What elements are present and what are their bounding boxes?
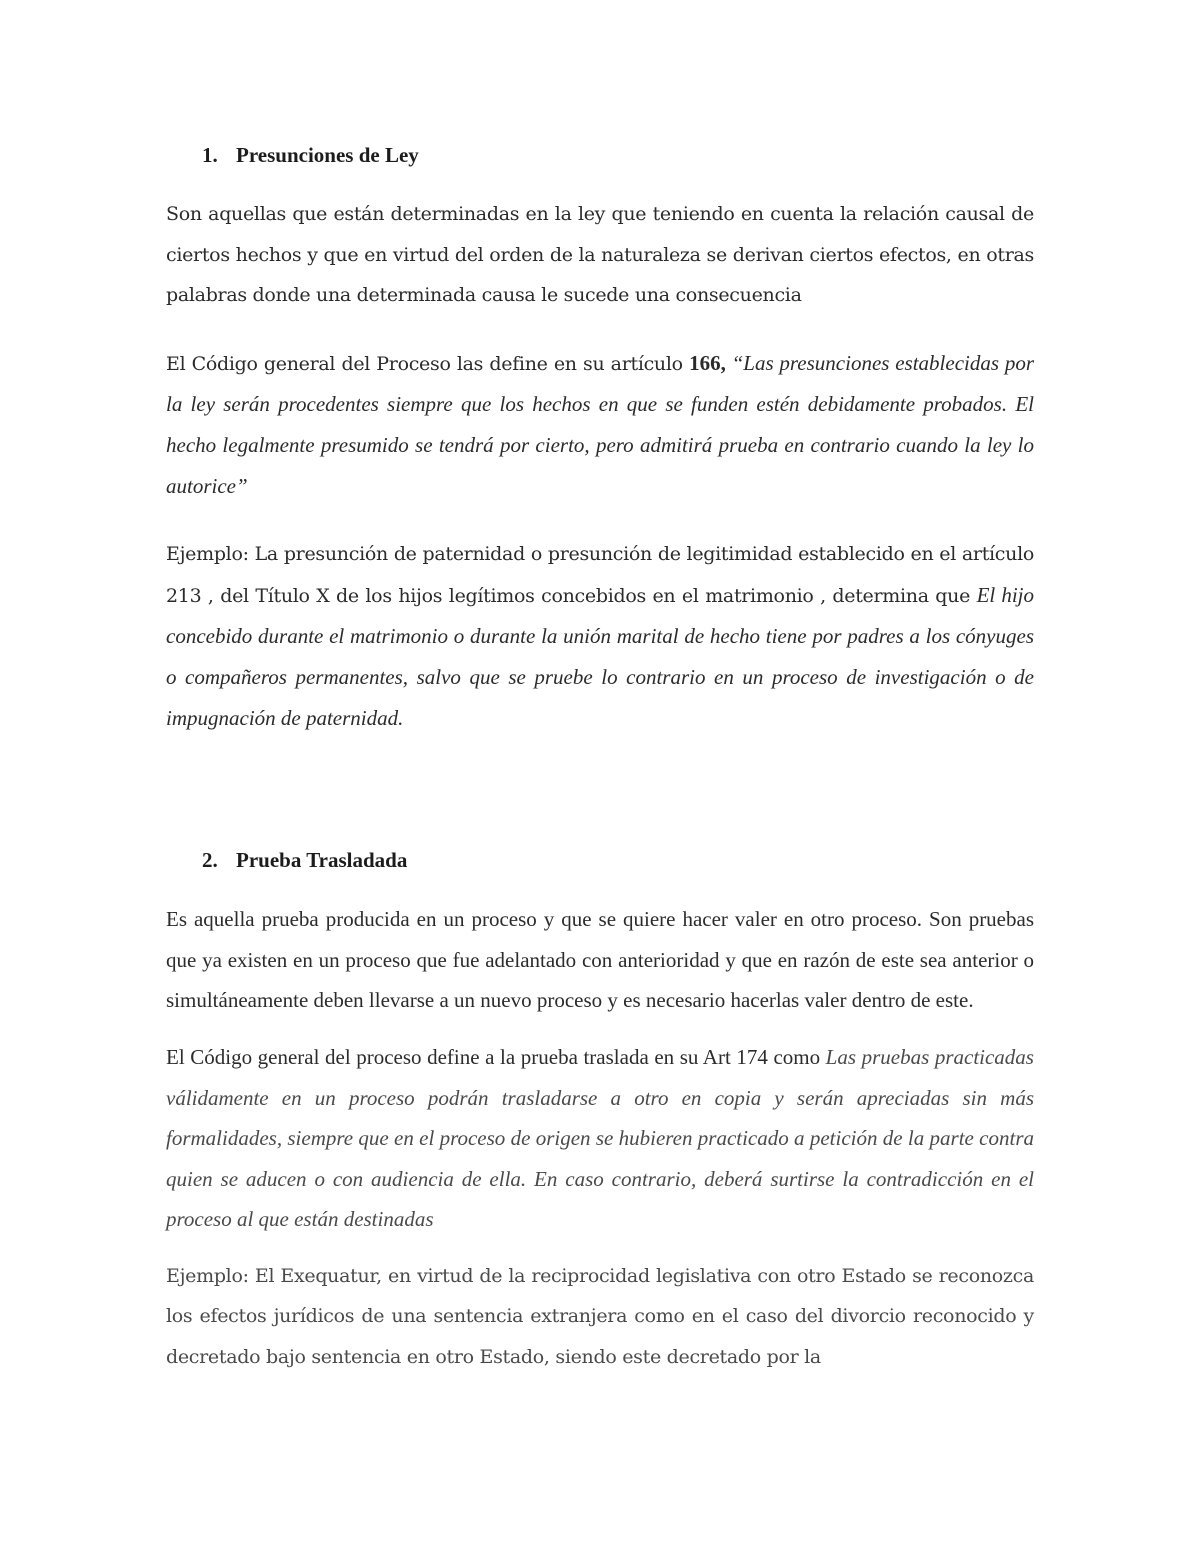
section-2-number: 2.	[202, 848, 218, 873]
section-1-heading	[166, 138, 1034, 172]
section-1-example-intro: Ejemplo: La presunción de paternidad o presunción de legitimidad establecido en el artículo 213 , del Título X de los hijos legítimos concebidos en el matrimonio , determina que	[166, 543, 1034, 607]
section-1-article-intro: El Código general del Proceso las define en su artículo	[166, 352, 690, 375]
section-2-title: Prueba Trasladada	[236, 848, 408, 873]
section-1-paragraph-article	[166, 343, 1034, 506]
section-1-example-quote: El hijo concebido durante el matrimonio o durante la unión marital de hecho tiene por padres a los cónyuges o compañeros permanentes, salvo que se pruebe lo contrario en un proceso de investigación o de impugnación de paternidad.	[166, 582, 1034, 730]
section-1-title: Presunciones de Ley	[236, 143, 419, 167]
section-2-paragraph-article	[166, 1037, 1034, 1240]
section-1-number: 1.	[202, 143, 218, 167]
section-2-article-quote: Las pruebas practicadas válidamente en un proceso podrán trasladarse a otro en copia y serán apreciadas sin más formalidades, siempre que en el proceso de origen se hubieren practicado a petición de la parte contra quien se aducen o con audiencia de ella. En caso contrario, deberá surtirse la contradicción en el proceso al que están destinadas	[166, 1044, 1034, 1232]
section-1-paragraph-definition: Son aquellas que están determinadas en la ley que teniendo en cuenta la relación causal de ciertos hechos y que en virtud del orden de la naturaleza se derivan ciertos efectos, en otras palabras donde una determinada causa le sucede una consecuencia	[166, 203, 1034, 307]
section-1-article-quote: “Las presunciones establecidas por la ley serán procedentes siempre que los hechos en que se funden estén debidamente probados. El hecho legalmente presumido se tendrá por cierto, pero admitirá prueba en contrario cuando la ley lo autorice”	[166, 350, 1034, 498]
section-1-paragraph-example	[166, 533, 1034, 738]
section-1-article-number: 166,	[689, 350, 726, 375]
section-2-article-intro: El Código general del proceso define a la prueba traslada en su Art 174 como	[166, 1044, 826, 1069]
section-2-paragraph-definition: Es aquella prueba producida en un proceso y que se quiere hacer valer en otro proceso. Son pruebas que ya existen en un proceso que fue adelantado con anterioridad y que en razón de este sea anterior o simultáneamente deben llevarse a un nuevo proceso y es necesario hacerlas valer dentro de este.	[166, 907, 1034, 1013]
section-2-paragraph-example: Ejemplo: El Exequatur, en virtud de la reciprocidad legislativa con otro Estado se reconozca los efectos jurídicos de una sentencia extranjera como en el caso del divorcio reconocido y decretado bajo sentencia en otro Estado, siendo este decretado por la	[166, 1264, 1034, 1369]
section-2-heading	[166, 843, 1034, 877]
document-body	[166, 138, 1034, 1378]
